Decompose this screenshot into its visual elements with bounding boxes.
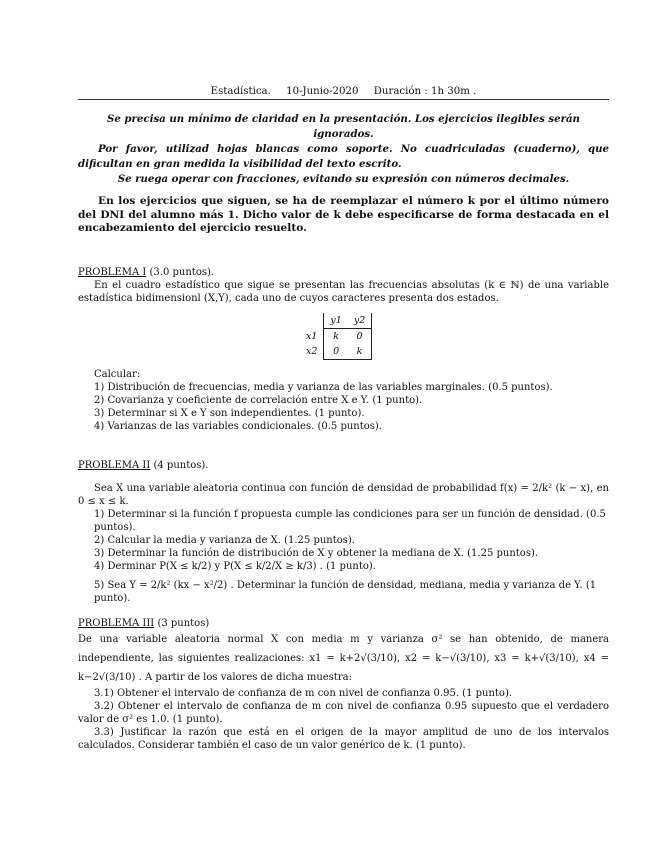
table-row-label: x1 — [300, 329, 324, 345]
problem-1-statement: En el cuadro estadístico que sigue se presentan las frecuencias absolutas (k ∈ ℕ) de una variable estadística bidimensionl (X,Y), cada uno de cuyos caracteres presenta dos estados. — [78, 280, 609, 304]
header-subject: Estadística. — [210, 86, 271, 97]
calc-label: Calcular: — [94, 369, 141, 380]
instructions — [78, 112, 609, 187]
problem-1-item: 3) Determinar si X e Y son independientes. (1 punto). — [94, 408, 365, 419]
instruction-line-3: Se ruega operar con fracciones, evitando su expresión con números decimales. — [117, 173, 570, 185]
problem-2-item: 3) Determinar la función de distribución de X y obtener la mediana de X. (1.25 puntos). — [94, 548, 539, 559]
frequency-table — [300, 313, 372, 360]
problem-2-title: PROBLEMA II — [78, 460, 151, 471]
problem-2-item: 1) Determinar si la función f propuesta cumple las condiciones para ser un función de densidad. (0.5 puntos). — [94, 509, 606, 533]
problem-3-item: 3.1) Obtener el intervalo de confianza de m con nivel de confianza 0.95. (1 punto). — [94, 688, 513, 699]
table-cell: k — [348, 344, 372, 360]
problem-3-statement: De una variable aleatoria normal X con media m y varianza σ² se han obtenido, de manera independiente, las siguientes realizaciones: x1 = k+2√(3/10), x2 = k−√(3/10), x3 = k+√(3/10), x4 = k−2√(3/10) . A partir de los valores de dicha muestra: — [78, 634, 609, 683]
problem-3 — [78, 617, 609, 752]
problem-1-item: 1) Distribución de frecuencias, media y varianza de las variables marginales. (0.5 puntos). — [94, 382, 553, 393]
problem-3-title: PROBLEMA III — [78, 618, 155, 629]
table-cell: 0 — [348, 329, 372, 345]
problem-1-points: (3.0 puntos). — [149, 267, 215, 278]
problem-2-statement: Sea X una variable aleatoria continua con función de densidad de probabilidad f(x) = 2/k² (k − x), en 0 ≤ x ≤ k. — [78, 483, 609, 507]
problem-2-item: 2) Calcular la media y varianza de X. (1.25 puntos). — [94, 535, 355, 546]
problem-3-points: (3 puntos) — [157, 618, 210, 629]
problem-2 — [78, 459, 609, 605]
problem-2-item: 5) Sea Y = 2/k² (kx − x²/2) . Determinar la función de densidad, mediana, media y varianza de Y. (1 punto). — [94, 580, 597, 604]
problem-1-item: 4) Varianzas de las variables condicionales. (0.5 puntos). — [94, 421, 382, 432]
problem-1 — [78, 266, 609, 433]
problem-2-points: (4 puntos). — [153, 460, 209, 471]
exam-header — [78, 86, 609, 100]
table-row-label: x2 — [300, 344, 324, 360]
instruction-line-1: Se precisa un mínimo de claridad en la presentación. Los ejercicios ilegibles serán ignorados. — [107, 113, 580, 140]
problem-3-item: 3.2) Obtener el intervalo de confianza de m con nivel de confianza 0.95 supuesto que el verdadero valor de σ² es 1.0. (1 punto). — [78, 701, 609, 725]
table-col-header: y1 — [324, 313, 348, 329]
instruction-line-2: Por favor, utilizad hojas blancas como soporte. No cuadriculadas (cuaderno), que dificultan en gran medida la visibilidad del texto escrito. — [78, 143, 609, 170]
problem-1-title: PROBLEMA I — [78, 267, 147, 278]
header-date: 10-Junio-2020 — [286, 86, 359, 97]
problem-2-item: 4) Derminar P(X ≤ k/2) y P(X ≤ k/2/X ≥ k/3) . (1 punto). — [94, 561, 376, 572]
dni-notice: En los ejercicios que siguen, se ha de reemplazar el número k por el último número del DNI del alumno más 1. Dicho valor de k debe especificarse de forma destacada en el encabezamiento del ejercicio resuelto. — [78, 195, 609, 234]
table-cell: k — [333, 331, 339, 342]
problem-1-item: 2) Covarianza y coeficiente de correlación entre X e Y. (1 punto). — [94, 395, 423, 406]
problem-3-item: 3.3) Justificar la razón que está en el origen de la mayor amplitud de uno de los intervalos calculados. Considerar también el caso de un valor genérico de k. (1 punto). — [78, 727, 609, 751]
table-col-header: y2 — [348, 313, 372, 329]
table-cell: 0 — [324, 344, 348, 360]
header-duration: Duración : 1h 30m . — [373, 86, 477, 97]
